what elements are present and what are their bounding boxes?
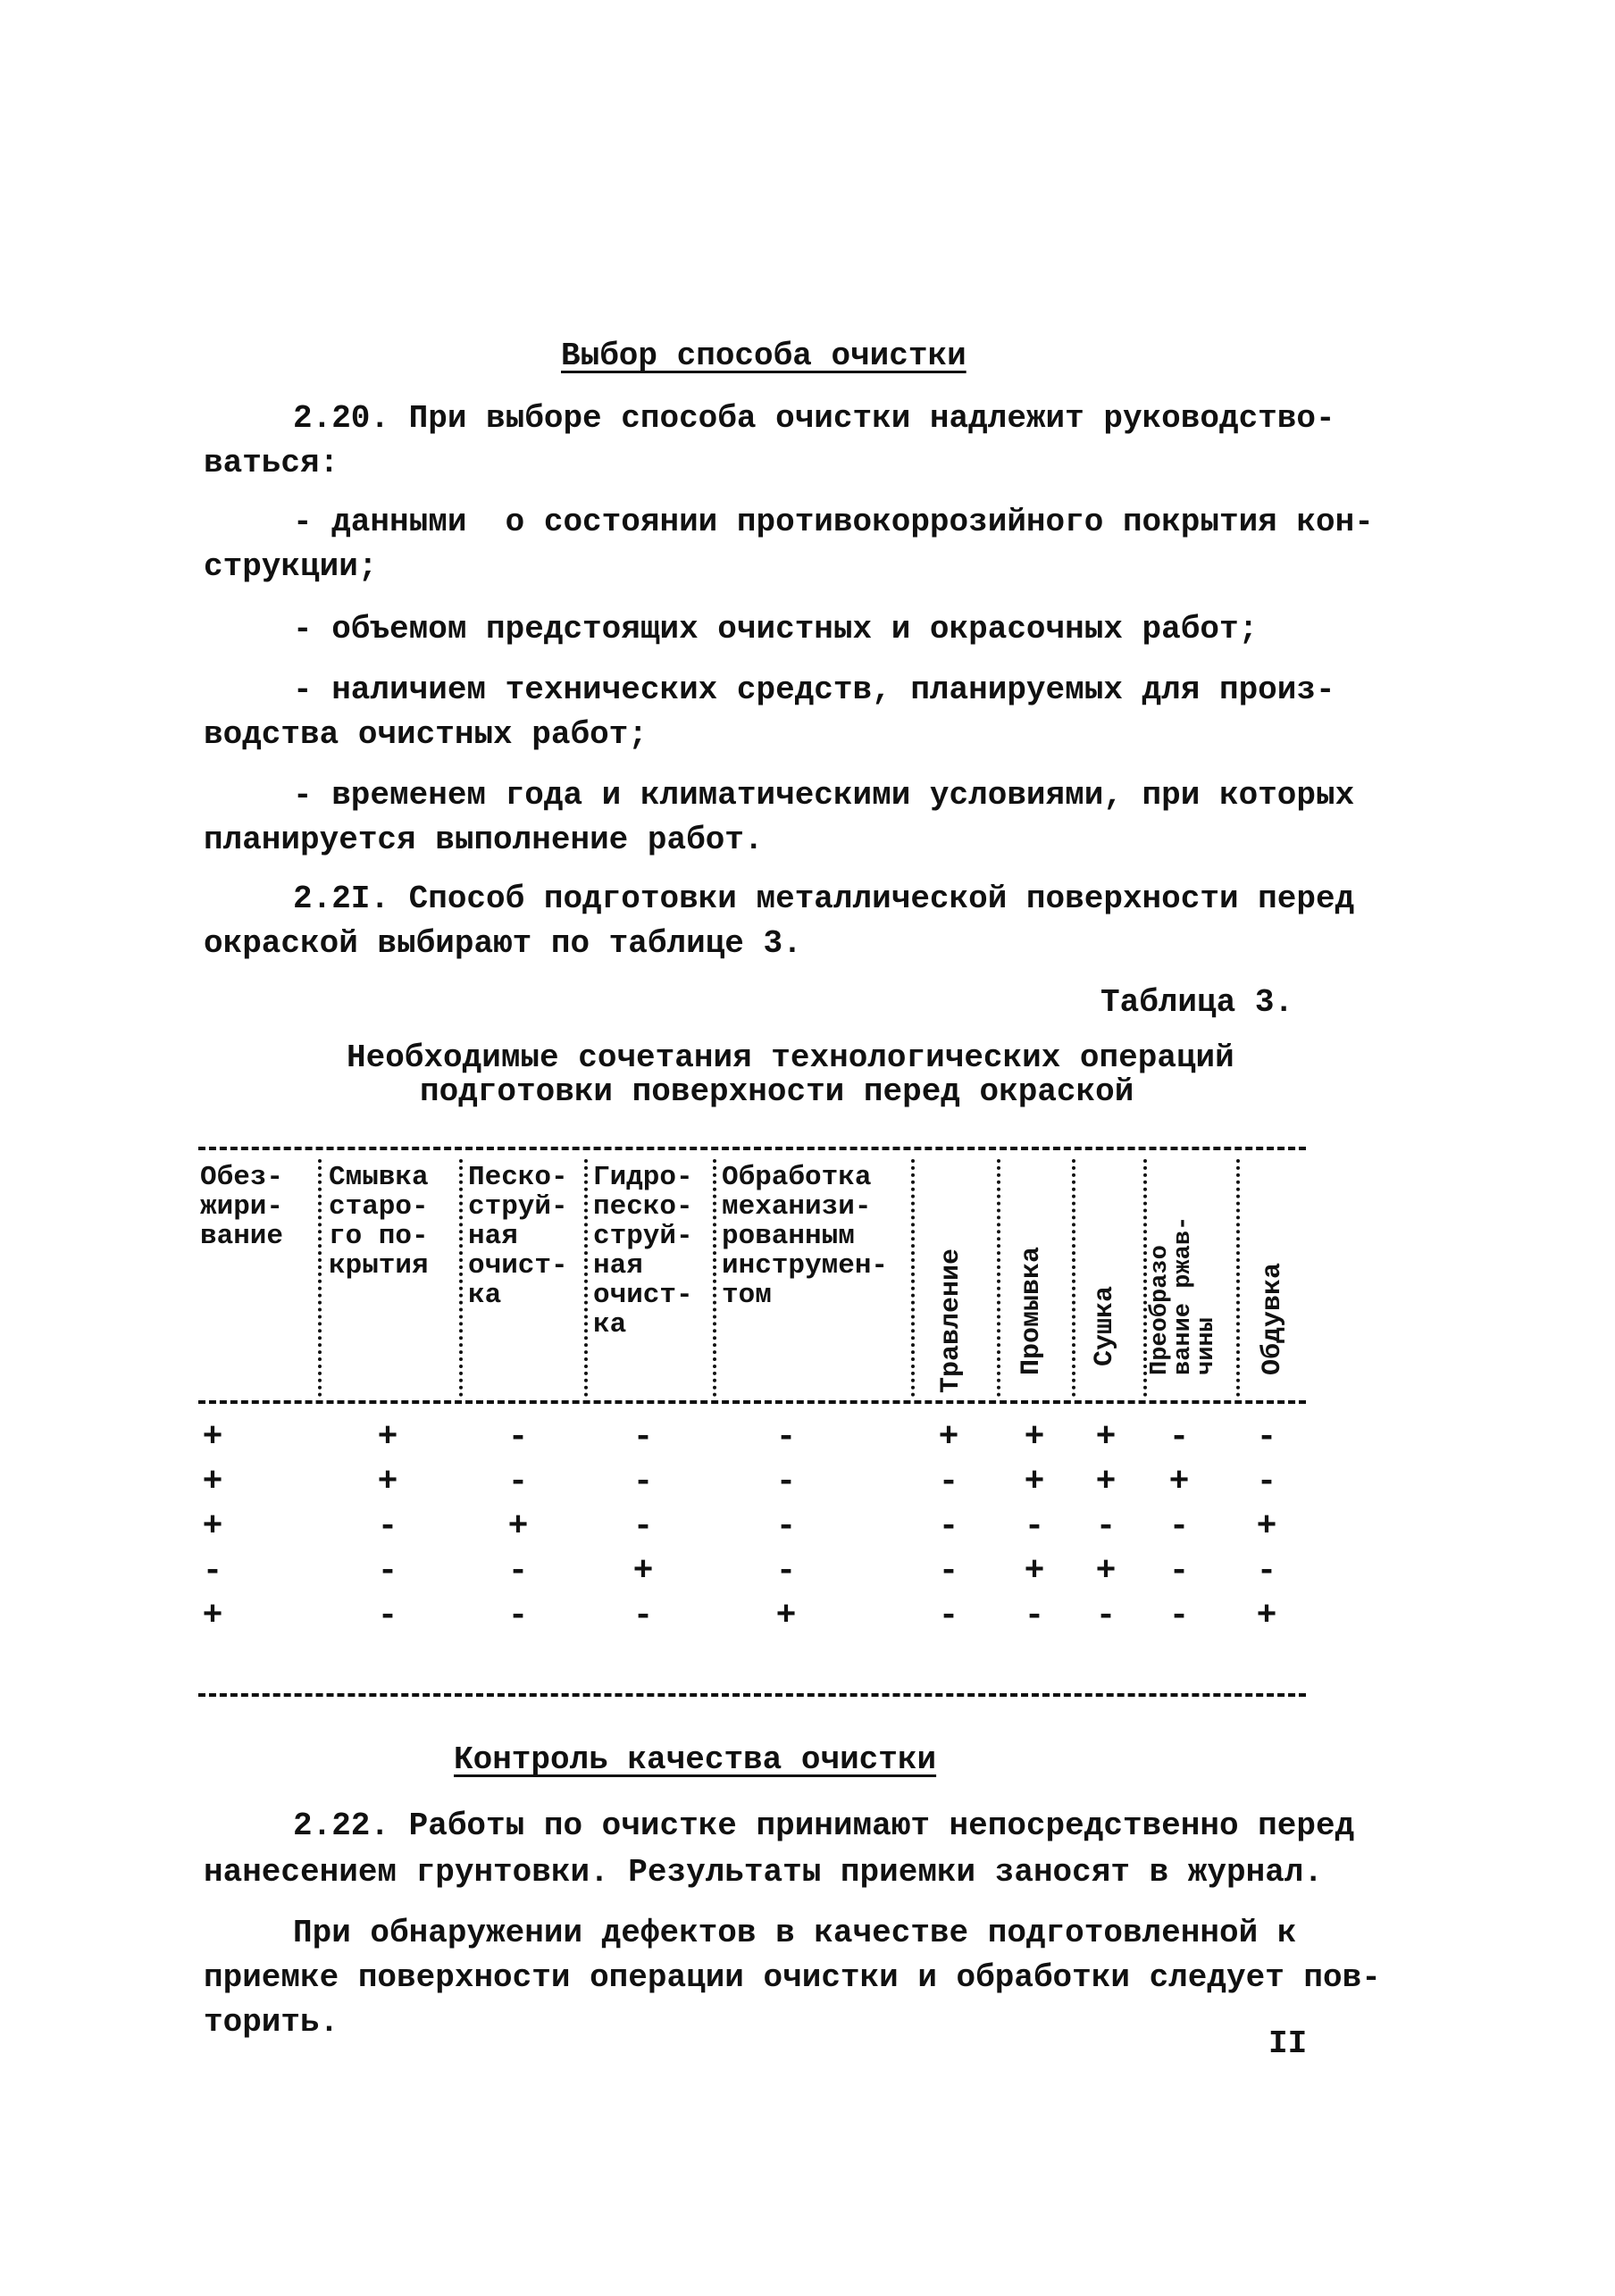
- bullet-4-line-1: - временем года и климатическими условиями, при которых: [293, 777, 1355, 814]
- column-separator: [318, 1159, 322, 1397]
- header-sandblasting: Песко- струй- ная очист- ка: [468, 1162, 568, 1311]
- cell: -: [632, 1418, 654, 1457]
- cell: +: [632, 1552, 654, 1591]
- column-separator: [1072, 1159, 1075, 1397]
- cell: +: [202, 1597, 223, 1635]
- cell: -: [1168, 1552, 1190, 1591]
- header-blowing: Обдувка: [1258, 1262, 1288, 1375]
- paragraph-2-22-line-2: нанесением грунтовки. Результаты приемки заносят в журнал.: [204, 1854, 1324, 1891]
- header-rinsing: Промывка: [1017, 1246, 1047, 1375]
- cell: -: [1256, 1463, 1277, 1501]
- header-drying: Сушка: [1090, 1285, 1120, 1366]
- cell: +: [202, 1507, 223, 1546]
- cell: -: [938, 1597, 959, 1635]
- paragraph-defects-line-2: приемке поверхности операции очистки и обработки следует пов-: [204, 1959, 1381, 1996]
- cell: +: [1095, 1418, 1117, 1457]
- cell: -: [775, 1552, 797, 1591]
- column-separator: [997, 1159, 1000, 1397]
- cell: -: [1168, 1597, 1190, 1635]
- header-old-coating-removal: Смывка старо- го по- крытия: [329, 1162, 429, 1282]
- table-title-line-2: подготовки поверхности перед окраской: [420, 1073, 1134, 1110]
- column-separator: [584, 1159, 588, 1397]
- column-separator: [1236, 1159, 1240, 1397]
- cell: -: [775, 1418, 797, 1457]
- cell: +: [938, 1418, 959, 1457]
- cell: +: [202, 1418, 223, 1457]
- column-separator: [459, 1159, 463, 1397]
- cell: -: [1256, 1552, 1277, 1591]
- bullet-2-line-1: - объемом предстоящих очистных и окрасочных работ;: [293, 611, 1259, 647]
- bullet-4-line-2: планируется выполнение работ.: [204, 822, 764, 858]
- cell: -: [938, 1552, 959, 1591]
- cell: +: [377, 1418, 398, 1457]
- paragraph-defects-line-3: торить.: [204, 2004, 339, 2041]
- header-degreasing: Обез- жири- вание: [200, 1162, 284, 1252]
- cell: -: [1256, 1418, 1277, 1457]
- cell: -: [632, 1507, 654, 1546]
- cell: -: [1095, 1507, 1117, 1546]
- cell: -: [377, 1507, 398, 1546]
- table-title-line-1: Необходимые сочетания технологических операций: [347, 1039, 1234, 1076]
- cell: -: [775, 1507, 797, 1546]
- section-heading-cleaning-method: Выбор способа очистки: [561, 338, 966, 374]
- section-heading-quality-control: Контроль качества очистки: [454, 1741, 937, 1778]
- header-etching: Травление: [936, 1248, 966, 1393]
- table-label: Таблица 3.: [1100, 984, 1294, 1021]
- cell: -: [507, 1597, 529, 1635]
- cell: -: [632, 1463, 654, 1501]
- cell: -: [202, 1552, 223, 1591]
- paragraph-defects-line-1: При обнаружении дефектов в качестве подготовленной к: [293, 1915, 1297, 1951]
- cell: -: [775, 1463, 797, 1501]
- cell: +: [1095, 1552, 1117, 1591]
- cell: +: [1024, 1463, 1045, 1501]
- cell: -: [377, 1597, 398, 1635]
- header-mechanized-tool: Обработка механизи- рованным инструмен- том: [722, 1162, 889, 1311]
- header-hydro-sandblasting: Гидро- песко- струй- ная очист- ка: [593, 1162, 693, 1340]
- table-header-rule: [198, 1400, 1306, 1404]
- column-separator: [713, 1159, 716, 1397]
- cell: -: [938, 1463, 959, 1501]
- paragraph-2-20-line-2: ваться:: [204, 445, 339, 481]
- bullet-1-line-1: - данными о состоянии противокоррозийного покрытия кон-: [293, 504, 1374, 540]
- cell: +: [1095, 1463, 1117, 1501]
- page-number: II: [1268, 2025, 1308, 2062]
- paragraph-2-22-line-1: 2.22. Работы по очистке принимают непосредственно перед: [293, 1808, 1355, 1844]
- cell: -: [632, 1597, 654, 1635]
- cell: +: [1024, 1552, 1045, 1591]
- cell: -: [507, 1552, 529, 1591]
- cell: -: [1168, 1507, 1190, 1546]
- paragraph-2-21-line-2: окраской выбирают по таблице 3.: [204, 925, 802, 962]
- cell: -: [1095, 1597, 1117, 1635]
- bullet-1-line-2: струкции;: [204, 548, 378, 585]
- cell: -: [507, 1418, 529, 1457]
- cell: +: [202, 1463, 223, 1501]
- paragraph-2-20-line-1: 2.20. При выборе способа очистки надлежит руководство-: [293, 400, 1335, 437]
- cell: +: [507, 1507, 529, 1546]
- cell: +: [1256, 1597, 1277, 1635]
- cell: -: [1024, 1507, 1045, 1546]
- cell: +: [1168, 1463, 1190, 1501]
- cell: -: [507, 1463, 529, 1501]
- cell: -: [1168, 1418, 1190, 1457]
- cell: -: [1024, 1597, 1045, 1635]
- cell: -: [938, 1507, 959, 1546]
- header-rust-conversion: Преобразо вание ржав- чины: [1147, 1215, 1220, 1375]
- column-separator: [911, 1159, 915, 1397]
- cell: +: [1024, 1418, 1045, 1457]
- cell: +: [1256, 1507, 1277, 1546]
- bullet-3-line-2: водства очистных работ;: [204, 716, 648, 753]
- table-bottom-rule: [198, 1693, 1306, 1697]
- cell: +: [377, 1463, 398, 1501]
- bullet-3-line-1: - наличием технических средств, планируемых для произ-: [293, 672, 1335, 708]
- table-top-rule: [198, 1147, 1306, 1150]
- cell: +: [775, 1597, 797, 1635]
- cell: -: [377, 1552, 398, 1591]
- paragraph-2-21-line-1: 2.2I. Способ подготовки металлической поверхности перед: [293, 881, 1355, 917]
